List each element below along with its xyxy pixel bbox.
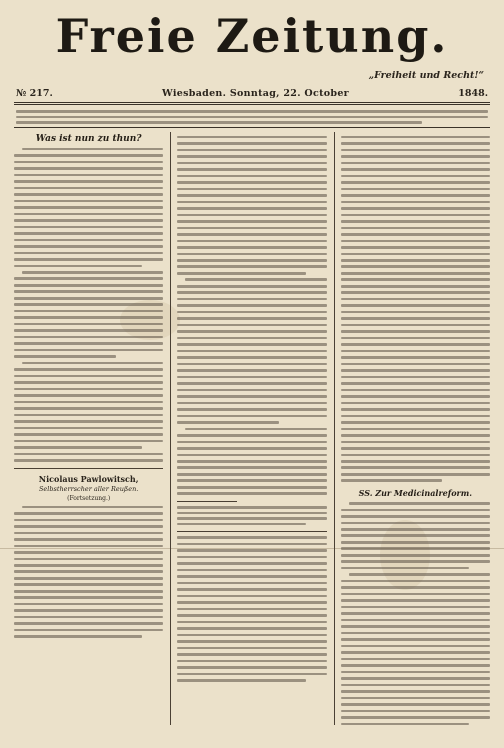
- dateline: [14, 86, 490, 102]
- serial-text: [14, 506, 163, 638]
- masthead: [14, 0, 490, 81]
- serial-title: Nicolaus Pawlowitsch,: [38, 473, 139, 484]
- medicinal-reform-heading: SS. Zur Medicinalreform.: [358, 488, 473, 499]
- issue-number: № 217.: [16, 88, 53, 99]
- serial-text-continued: [177, 536, 326, 681]
- footnote-text: [177, 506, 326, 525]
- lead-article-text: [14, 148, 163, 462]
- newspaper-title: Freie Zeitung.: [55, 9, 449, 63]
- newspaper-motto: „Freiheit und Recht!“: [368, 70, 484, 81]
- serial-subtitle: Selbstherrscher aller Reußen.: [38, 484, 139, 493]
- column-left: [14, 132, 163, 725]
- column-separator: [14, 468, 163, 469]
- column-middle: [170, 132, 326, 725]
- issue-year: 1848.: [458, 88, 488, 99]
- lead-article-heading: Was ist nun zu thun?: [35, 133, 142, 144]
- serial-continuation: (Fortsetzung.): [67, 494, 111, 502]
- column-separator: [177, 531, 326, 532]
- columns: [14, 128, 490, 725]
- place-date: Wiesbaden. Sonntag, 22. October: [162, 88, 349, 99]
- right-article-text: [341, 136, 490, 482]
- column-right: [334, 132, 490, 725]
- subscription-notice: [14, 105, 490, 127]
- middle-article-text: [177, 136, 326, 495]
- medicinal-reform-text: [341, 502, 490, 725]
- footnote-separator: [177, 501, 237, 502]
